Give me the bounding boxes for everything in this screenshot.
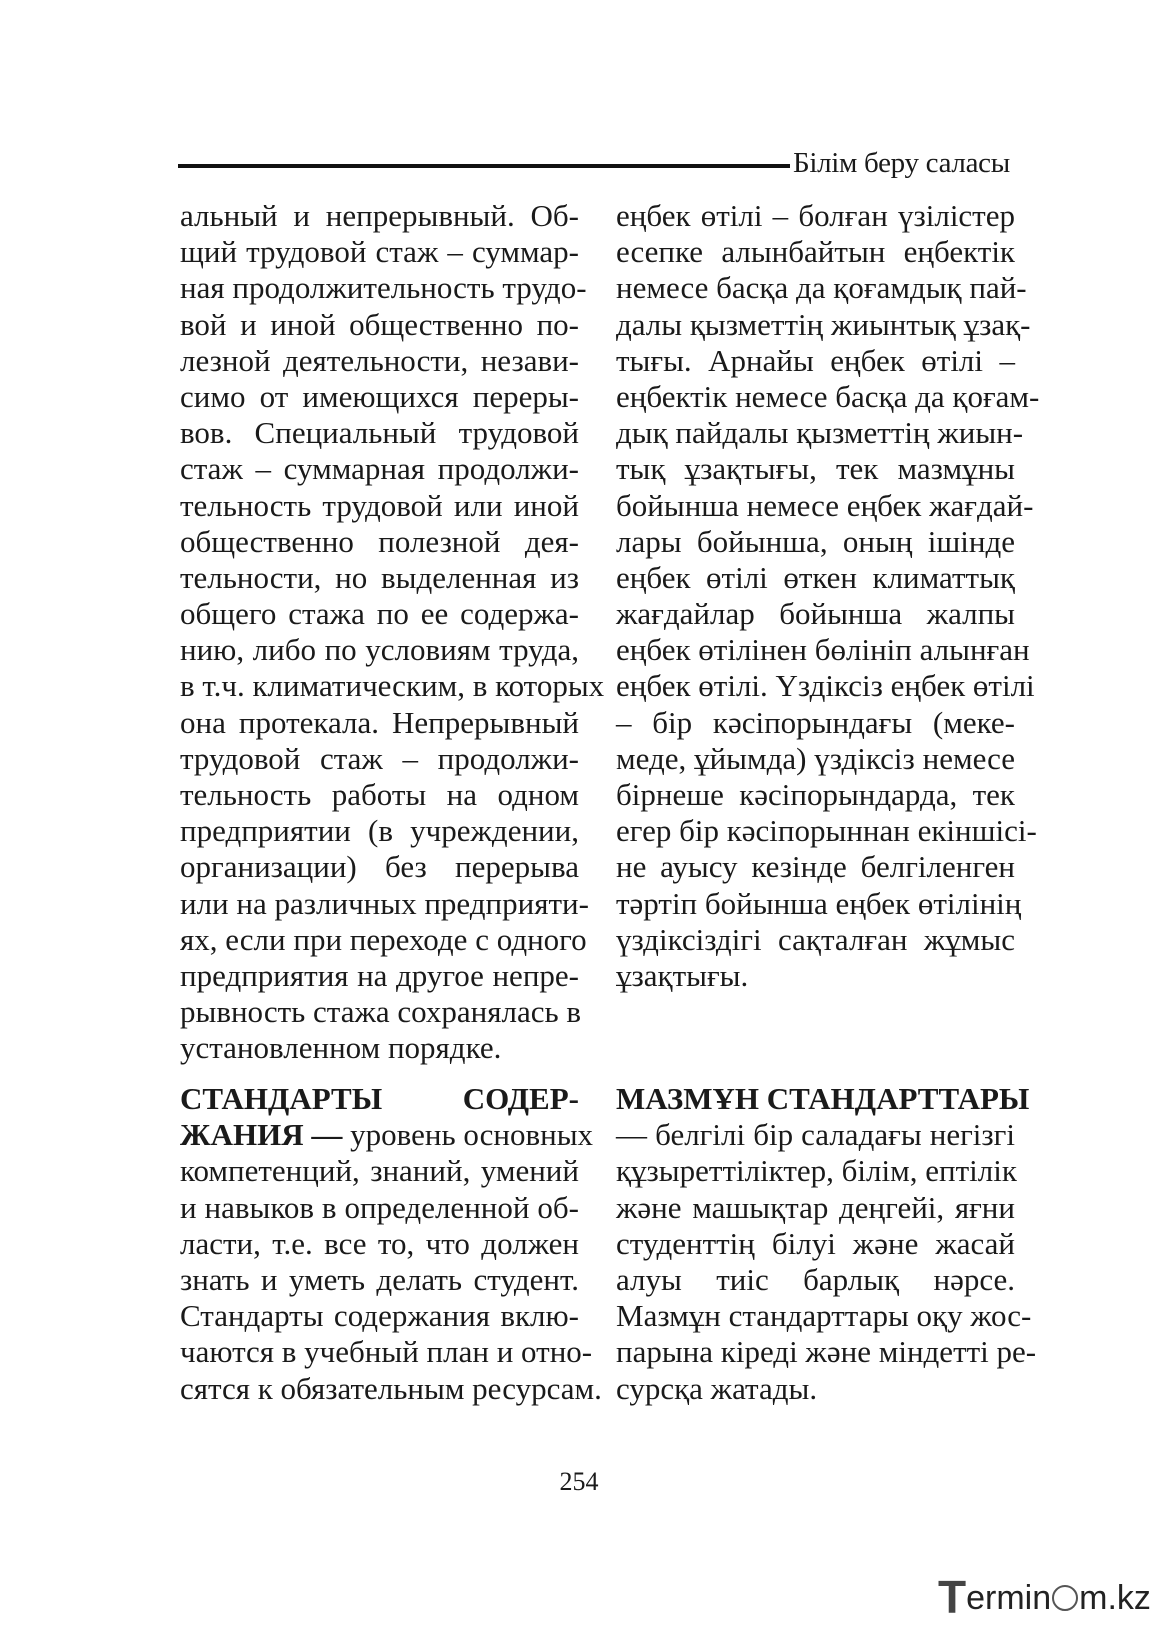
text-line: егер бір кәсіпорыннан екіншісі- (616, 813, 1037, 849)
text-line: еңбек өтілі. Үздіксіз еңбек өтілі (616, 668, 1035, 704)
text-line: жағдайлар бойынша жалпы (616, 596, 1015, 632)
text-line: лары бойынша, оның ішінде (616, 523, 1015, 559)
text-line: не ауысу кезінде белгіленген (616, 849, 1015, 885)
text-line: тәртіп бойынша еңбек өтілінің (616, 885, 1022, 921)
text-line: парына кіреді және міндетті ре- (616, 1334, 1037, 1370)
text-line: студенттің білуі және жасай (616, 1225, 1015, 1261)
text-line: Мазмұн стандарттары оқу жос- (616, 1298, 1032, 1334)
text-line: тельность трудовой или иной (180, 487, 579, 523)
text-line: альный и непрерывный. Об- (180, 198, 579, 233)
header-rule (178, 164, 790, 168)
running-header: Білім беру саласы (793, 147, 1010, 179)
right-term-entry (616, 1081, 1037, 1407)
text-line: рывность стажа сохранялась в (180, 994, 582, 1030)
left-column-text (180, 198, 605, 1067)
text-line: тығы. Арнайы еңбек өтілі – (616, 342, 1015, 378)
text-line: тық ұзақтығы, тек мазмұны (616, 451, 1015, 487)
text-line: чаются в учебный план и отно- (180, 1334, 593, 1370)
text-line: — белгілі бір саладағы негізгі (616, 1117, 1015, 1153)
text-line: еңбек өтілі өткен климаттық (616, 559, 1015, 595)
left-term-entry (180, 1081, 602, 1407)
text-line: щий трудовой стаж – суммар- (180, 234, 579, 270)
text-line: бойынша немесе еңбек жағдай- (616, 487, 1034, 523)
text-line: дық пайдалы қызметтің жиын- (616, 415, 1024, 451)
text-line: еңбек өтілі – болған үзілістер (616, 198, 1015, 233)
text-line: сурсқа жатады. (616, 1370, 818, 1406)
text-line: лезной деятельности, незави- (180, 342, 579, 378)
text-line: меде, ұйымда) үздіксіз немесе (616, 740, 1015, 776)
text-line: бірнеше кәсіпорындарда, тек (616, 777, 1015, 812)
text-line: или на различных предприяти- (180, 885, 589, 921)
text-line: симо от имеющихся переры- (180, 378, 579, 414)
text-line: вов. Специальный трудовой (180, 415, 579, 451)
text-line: организации) без перерыва (180, 849, 579, 885)
text-line: ұзақтығы. (616, 957, 749, 993)
text-line: құзыреттіліктер, білім, ептілік (616, 1153, 1017, 1189)
text-line: трудовой стаж – продолжи- (180, 740, 579, 776)
text-line: вой и иной общественно по- (180, 306, 579, 342)
text-line: стаж – суммарная продолжи- (180, 451, 579, 487)
text-line: нию, либо по условиям труда, (180, 632, 579, 668)
text-line: есепке алынбайтын еңбектік (616, 234, 1015, 270)
text-line: установленном порядке. (180, 1030, 502, 1066)
page-number: 254 (559, 1467, 599, 1496)
text-line: еңбек өтілінен бөлініп алынған (616, 632, 1030, 668)
text-line: үздіксіздігі сақталған жұмыс (616, 921, 1015, 957)
text-line: в т.ч. климатическим, в которых (180, 668, 605, 704)
term-heading-line: МАЗМҰН СТАНДАРТТАРЫ (616, 1081, 1030, 1116)
text-line: ласти, т.е. все то, что должен (180, 1225, 579, 1261)
text-line: предприятии (в учреждении, (180, 813, 579, 849)
text-line: знать и уметь делать студент. (180, 1261, 579, 1297)
text-line: тельности, но выделенная из (180, 559, 579, 595)
text-line: ях, если при переходе с одного (180, 921, 587, 957)
text-line: она протекала. Непрерывный (180, 704, 579, 740)
term-heading-line: СТАНДАРТЫ СОДЕР- (180, 1081, 579, 1116)
text-line: и навыков в определенной об- (180, 1189, 579, 1225)
text-line: еңбектік немесе басқа да қоғам- (616, 378, 1040, 414)
text-line: компетенций, знаний, умений (180, 1153, 579, 1189)
term-definition-body (180, 1153, 602, 1406)
text-line: немесе басқа да қоғамдық пай- (616, 270, 1027, 306)
text-line: – бір кәсіпорындағы (меке- (616, 704, 1015, 740)
text-line: сятся к обязательным ресурсам. (180, 1370, 602, 1406)
text-line: ная продолжительность трудо- (180, 270, 587, 306)
term-definition-first-line: ЖАНИЯ — уровень основных (180, 1117, 594, 1153)
text-line: тельность работы на одном (180, 777, 579, 812)
text-line: және машықтар деңгейі, яғни (616, 1189, 1015, 1225)
terminkom-watermark-logo: Termin m.kz (938, 1571, 1151, 1623)
text-line: общего стажа по ее содержа- (180, 596, 579, 632)
text-line: Стандарты содержания вклю- (180, 1298, 579, 1334)
text-line: далы қызметтің жиынтық ұзақ- (616, 306, 1031, 342)
right-column-text (616, 198, 1040, 994)
text-line: общественно полезной дея- (180, 523, 579, 559)
circle-o-icon (1052, 1585, 1078, 1611)
text-line: предприятия на другое непре- (180, 957, 579, 993)
term-definition-body (616, 1117, 1037, 1407)
text-line: алуы тиіс барлық нәрсе. (616, 1261, 1015, 1297)
